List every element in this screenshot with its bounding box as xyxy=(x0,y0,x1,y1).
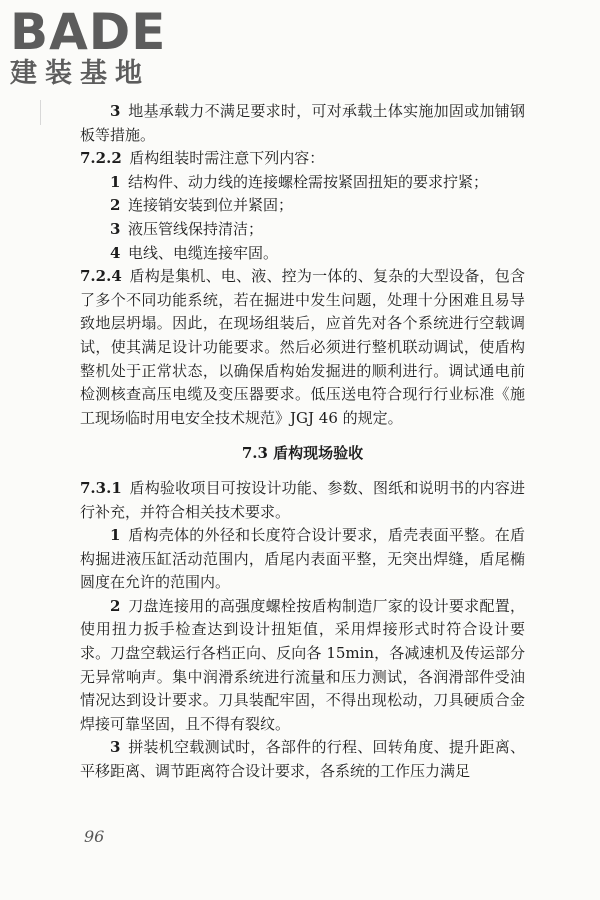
clause-number: 4 xyxy=(110,243,121,262)
clause-text: 刀盘连接用的高强度螺栓按盾构制造厂家的设计要求配置，使用扭力扳手检查达到设计扭矩值，采用焊接形式时符合设计要求。刀盘空载运行各档正向、反向各 15min，各减速机及传运部分无异常响声。集中润滑系统进行流量和压力测试，各润滑部件受油情况达到设计要求。刀具装配牢固，不得出现松动，刀具硬质合金焊接可靠坚固，且不得有裂纹。 xyxy=(80,596,525,733)
page-number: 96 xyxy=(84,827,105,846)
clause-text: 拼装机空载测试时，各部件的行程、回转角度、提升距离、平移距离、调节距离符合设计要求，各系统的工作压力满足 xyxy=(80,738,525,781)
clause-number: 7.3.1 xyxy=(80,478,122,497)
clause-number: 3 xyxy=(110,738,121,757)
clause-text: 电线、电缆连接牢固。 xyxy=(127,243,278,262)
paragraph xyxy=(80,736,525,783)
top-paragraphs xyxy=(80,100,525,430)
clause-text: 连接销安装到位并紧固； xyxy=(127,196,293,215)
clause-text: 盾构是集机、电、液、控为一体的、复杂的大型设备，包含了多个不同功能系统，若在掘进中发生问题，处理十分困难且易导致地层坍塌。因此，在现场组装后，应首先对各个系统进行空载调试，使其满足设计功能要求。然后必须进行整机联动调试，使盾构整机处于正常状态，以确保盾构始发掘进的顺利进行。调试通电前检测核查高压电缆及变压器要求。低压送电符合现行行业标准《施工现场临时用电安全技术规范》JGJ 46 的规定。 xyxy=(80,267,525,427)
section-title: 7.3 盾构现场验收 xyxy=(241,444,364,463)
clause-number: 3 xyxy=(110,102,121,120)
clause-number: 2 xyxy=(110,196,121,215)
paragraph xyxy=(80,524,525,595)
clause-text: 液压管线保持清洁； xyxy=(127,219,263,238)
paragraph xyxy=(80,100,525,147)
clause-text: 盾构组装时需注意下列内容： xyxy=(129,149,325,168)
margin-mark xyxy=(40,100,41,125)
paragraph xyxy=(80,147,525,171)
bottom-paragraphs xyxy=(80,477,525,784)
logo xyxy=(10,3,180,90)
paragraph xyxy=(80,265,525,430)
paragraph xyxy=(80,218,525,242)
clause-number: 7.2.2 xyxy=(80,149,122,168)
paragraph xyxy=(80,595,525,737)
clause-text: 结构件、动力线的连接螺栓需按紧固扭矩的要求拧紧； xyxy=(127,172,488,191)
clause-number: 7.2.4 xyxy=(80,267,122,286)
paragraph xyxy=(80,194,525,218)
clause-text: 地基承载力不满足要求时，可对承载土体实施加固或加铺钢板等措施。 xyxy=(80,102,525,144)
clause-text: 盾构验收项目可按设计功能、参数、图纸和说明书的内容进行补充，并符合相关技术要求。 xyxy=(80,478,525,521)
paragraph xyxy=(80,477,525,524)
paragraph xyxy=(80,242,525,266)
logo-sub: 建装基地 xyxy=(10,58,150,89)
clause-number: 2 xyxy=(110,596,121,615)
clause-number: 3 xyxy=(110,219,121,238)
logo-main: BADE xyxy=(10,3,167,61)
clause-text: 盾构壳体的外径和长度符合设计要求，盾壳表面平整。在盾构掘进液压缸活动范围内，盾尾内表面平整，无突出焊缝，盾尾椭圆度在允许的范围内。 xyxy=(80,526,525,592)
clause-number: 1 xyxy=(110,526,121,545)
page-content xyxy=(80,100,525,784)
clause-number: 1 xyxy=(110,172,121,191)
paragraph xyxy=(80,171,525,195)
